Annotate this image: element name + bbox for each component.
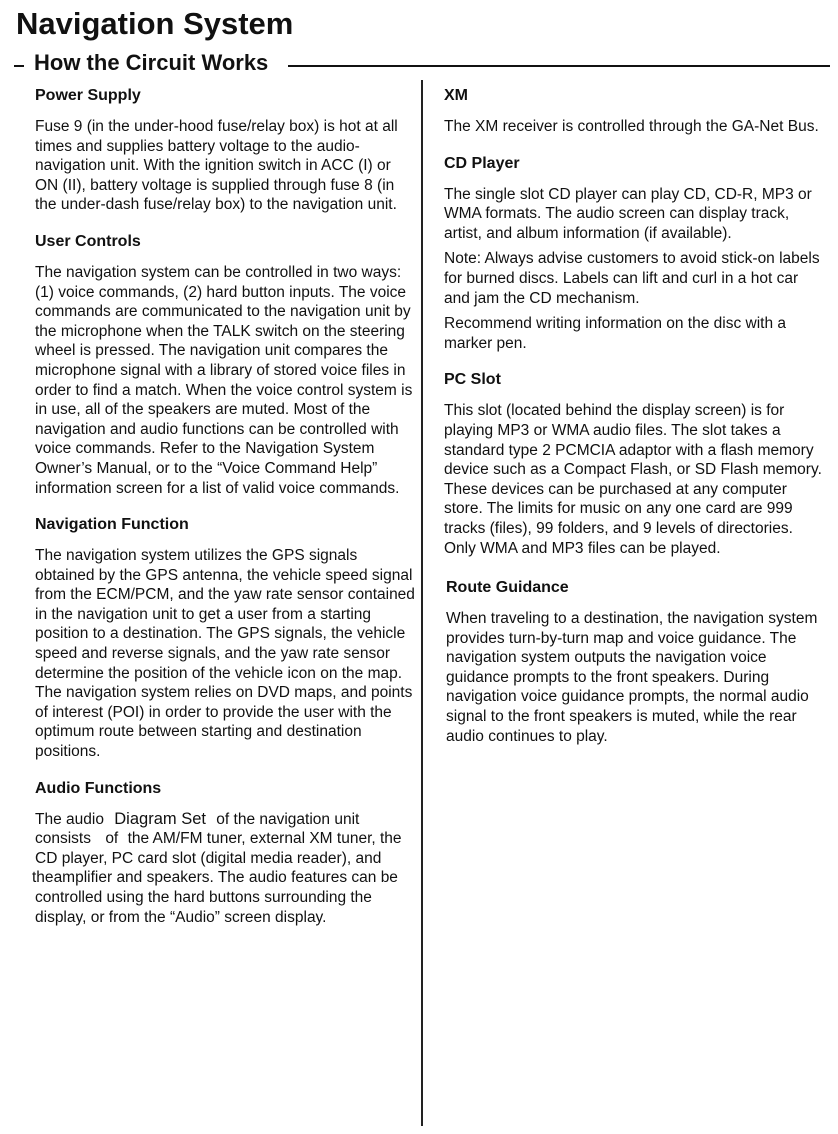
column-divider — [421, 80, 423, 1126]
cd-player-recommendation: Recommend writing information on the disc with a marker pen. — [444, 315, 787, 352]
audio-text-fragment: amplifier and speakers. The audio features can be — [53, 869, 398, 887]
power-supply-section — [35, 86, 417, 215]
audio-line-3 — [35, 849, 417, 869]
user-controls-text: The navigation system can be controlled in two ways: (1) voice commands, (2) hard button inputs. The voice commands are communicated to the navigation unit by the microphone when the TALK switch on the steering wheel is pressed. The navigation unit compares the microphone signal with a library of stored voice files in order to find a match. When the voice control system is in use, all of the speakers are muted. Most of the navigation and audio functions can be controlled with voice commands. Refer to the Navigation System Owner’s Manual, or to the “Voice Command Help” information screen for a list of valid voice commands. — [35, 263, 413, 497]
audio-text-fragment: Diagram Set — [114, 809, 206, 828]
xm-text: The XM receiver is controlled through the GA-Net Bus. — [444, 118, 819, 135]
left-column — [32, 86, 417, 927]
audio-text-fragment: the — [32, 869, 54, 887]
audio-line-5: controlled using the hard buttons surrounding the — [35, 889, 372, 906]
xm-heading: XM — [444, 87, 468, 104]
header-rule — [288, 65, 830, 67]
navigation-function-text: The navigation system utilizes the GPS signals obtained by the GPS antenna, the vehicle speed signal from the ECM/PCM, and the yaw rate sensor contained in the navigation unit to get a user from a starting position to a destination. The GPS signals, the vehicle speed and reverse signals, and the yaw rate sensor determine the position of the vehicle icon on the map. The navigation system relies on DVD maps, and points of interest (POI) in order to provide the user with the optimum route between starting and destination positions. — [35, 547, 415, 761]
route-guidance-heading: Route Guidance — [446, 579, 569, 597]
audio-text-fragment: of the navigation unit — [216, 810, 360, 828]
navigation-function-heading: Navigation Function — [35, 516, 189, 534]
xm-section — [444, 86, 824, 137]
header-dash — [14, 65, 24, 67]
cd-player-section — [444, 154, 824, 354]
right-column — [444, 86, 824, 746]
section-subtitle: How the Circuit Works — [34, 50, 269, 75]
audio-functions-heading: Audio Functions — [35, 779, 162, 797]
navigation-function-section — [35, 515, 417, 762]
audio-text-fragment: of — [105, 830, 119, 848]
audio-text-fragment: the AM/FM tuner, external XM tuner, the — [127, 830, 402, 848]
audio-line-4 — [32, 868, 417, 888]
section-header — [14, 50, 830, 80]
user-controls-section — [35, 232, 417, 498]
route-guidance-section — [446, 578, 824, 746]
pc-slot-section — [444, 370, 824, 558]
cd-player-heading: CD Player — [444, 154, 520, 172]
route-guidance-text: When traveling to a destination, the navigation system provides turn-by-turn map and voice guidance. The navigation system outputs the navigation voice guidance prompts to the front speakers. During navigation voice guidance prompts, the normal audio signal to the front speakers is muted, while the rear audio continues to play. — [446, 610, 818, 745]
audio-line-6: display, or from the “Audio” screen display. — [35, 908, 327, 926]
pc-slot-text: This slot (located behind the display screen) is for playing MP3 or WMA audio files. The slot takes a standard type 2 PCMCIA adaptor with a flash memory device such as a Compact Flash, or SD Flash memory. These devices can be purchased at any computer store. The limits for music on any one card are 999 tracks (files), 99 folders, and 9 levels of directories. Only WMA and MP3 files can be played. — [444, 402, 822, 557]
audio-line-2 — [35, 829, 417, 849]
page-title: Navigation System — [16, 6, 294, 41]
audio-text-fragment: consists — [35, 830, 91, 848]
audio-line-1 — [35, 810, 417, 830]
cd-player-note: Note: Always advise customers to avoid stick-on labels for burned discs. Labels can lift and curl in a hot car and jam the CD mechanism. — [444, 250, 820, 307]
user-controls-heading: User Controls — [35, 232, 141, 250]
power-supply-text: Fuse 9 (in the under-hood fuse/relay box) is hot at all times and supplies battery voltage to the audio-navigation unit. With the ignition switch in ACC (I) or ON (II), battery voltage is supplied through fuse 8 (in the under-dash fuse/relay box) to the navigation unit. — [35, 118, 398, 214]
audio-functions-section — [32, 779, 417, 928]
pc-slot-heading: PC Slot — [444, 371, 501, 389]
audio-text-fragment: CD — [35, 849, 58, 867]
audio-text-fragment: The audio — [35, 810, 104, 828]
cd-player-text: The single slot CD player can play CD, CD-R, MP3 or WMA formats. The audio screen can display track, artist, and album information (if available). — [444, 185, 812, 242]
audio-text-fragment: player, PC card slot (digital media reader), and — [61, 849, 382, 867]
power-supply-heading: Power Supply — [35, 87, 141, 104]
